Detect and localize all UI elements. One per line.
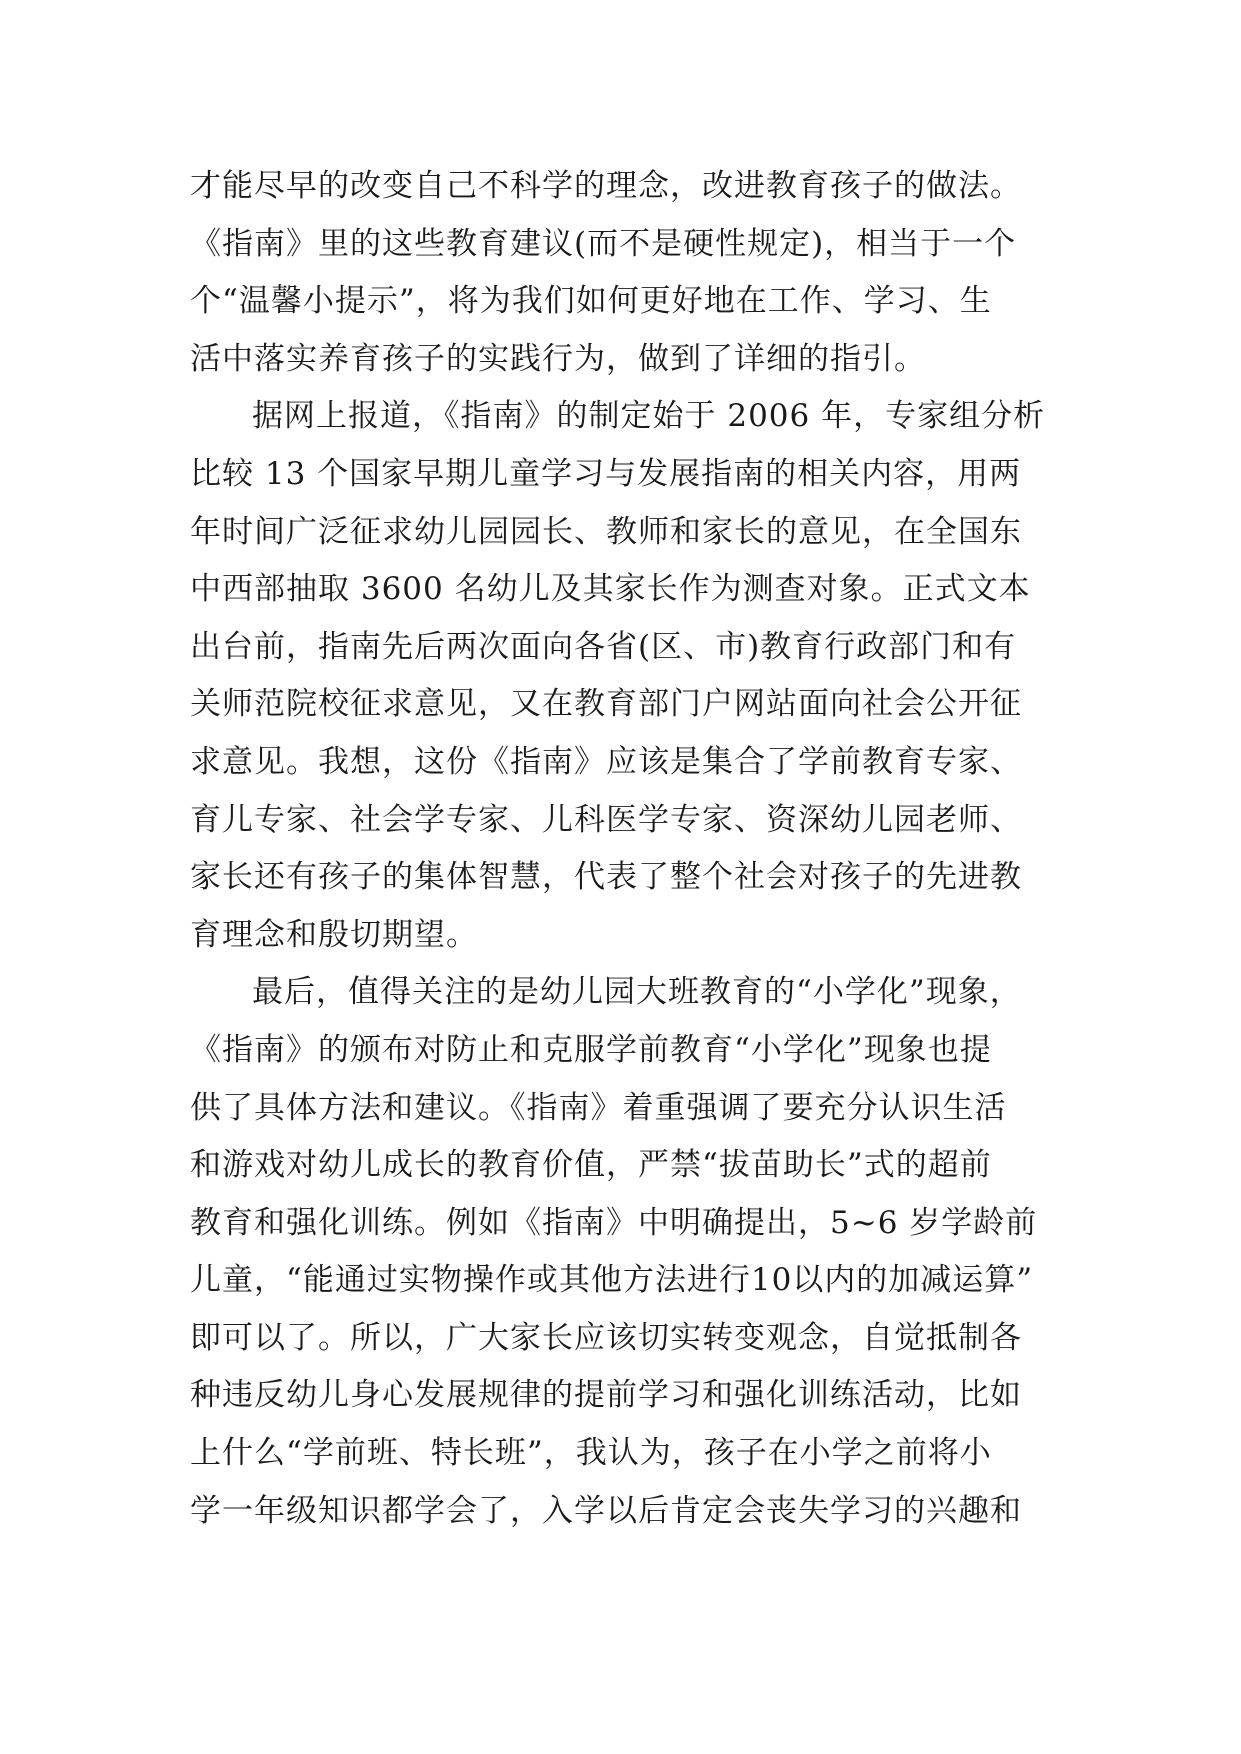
text-line: 出台前，指南先后两次面向各省(区、市)教育行政部门和有 xyxy=(190,628,1017,665)
text-line: 学一年级知识都学会了，入学以后肯定会丧失学习的兴趣和 xyxy=(190,1492,1022,1529)
paragraph-start-line: 最后，值得关注的是幼儿园大班教育的“小学化”现象， xyxy=(252,974,1022,1011)
text-line: 儿童，“能通过实物操作或其他方法进行10以内的加减运算” xyxy=(190,1262,1034,1299)
text-line: 即可以了。所以，广大家长应该切实转变观念，自觉抵制各 xyxy=(190,1319,1022,1356)
text-line: 《指南》的颁布对防止和克服学前教育“小学化”现象也提 xyxy=(190,1031,992,1068)
text-line: 年时间广泛征求幼儿园园长、教师和家长的意见，在全国东 xyxy=(190,513,1022,550)
text-line: 育理念和殷切期望。 xyxy=(190,916,478,953)
text-line: 个“温馨小提示”，将为我们如何更好地在工作、学习、生 xyxy=(190,283,992,320)
text-line: 育儿专家、社会学专家、儿科医学专家、资深幼儿园老师、 xyxy=(190,801,1022,838)
text-line: 活中落实养育孩子的实践行为，做到了详细的指引。 xyxy=(190,340,926,377)
text-line: 《指南》里的这些教育建议(而不是硬性规定)，相当于一个 xyxy=(190,225,1017,262)
text-line: 和游戏对幼儿成长的教育价值，严禁“拔苗助长”式的超前 xyxy=(190,1147,992,1184)
text-line: 家长还有孩子的集体智慧，代表了整个社会对孩子的先进教 xyxy=(190,859,1022,896)
text-line: 比较 13 个国家早期儿童学习与发展指南的相关内容，用两 xyxy=(190,455,1022,492)
body-text xyxy=(190,158,1060,1540)
text-line: 教育和强化训练。例如《指南》中明确提出，5~6 岁学龄前 xyxy=(190,1204,1038,1241)
text-line: 上什么“学前班、特长班”，我认为，孩子在小学之前将小 xyxy=(190,1435,992,1472)
text-line: 中西部抽取 3600 名幼儿及其家长作为测查对象。正式文本 xyxy=(190,571,1031,608)
text-line: 关师范院校征求意见，又在教育部门户网站面向社会公开征 xyxy=(190,686,1022,723)
text-line: 求意见。我想，这份《指南》应该是集合了学前教育专家、 xyxy=(190,743,1022,780)
text-line: 供了具体方法和建议。《指南》着重强调了要充分认识生活 xyxy=(190,1089,1007,1126)
paragraph-start-line: 据网上报道，《指南》的制定始于 2006 年，专家组分析 xyxy=(252,398,1046,435)
text-line: 才能尽早的改变自己不科学的理念，改进教育孩子的做法。 xyxy=(190,168,1022,204)
text-line: 种违反幼儿身心发展规律的提前学习和强化训练活动，比如 xyxy=(190,1377,1022,1414)
